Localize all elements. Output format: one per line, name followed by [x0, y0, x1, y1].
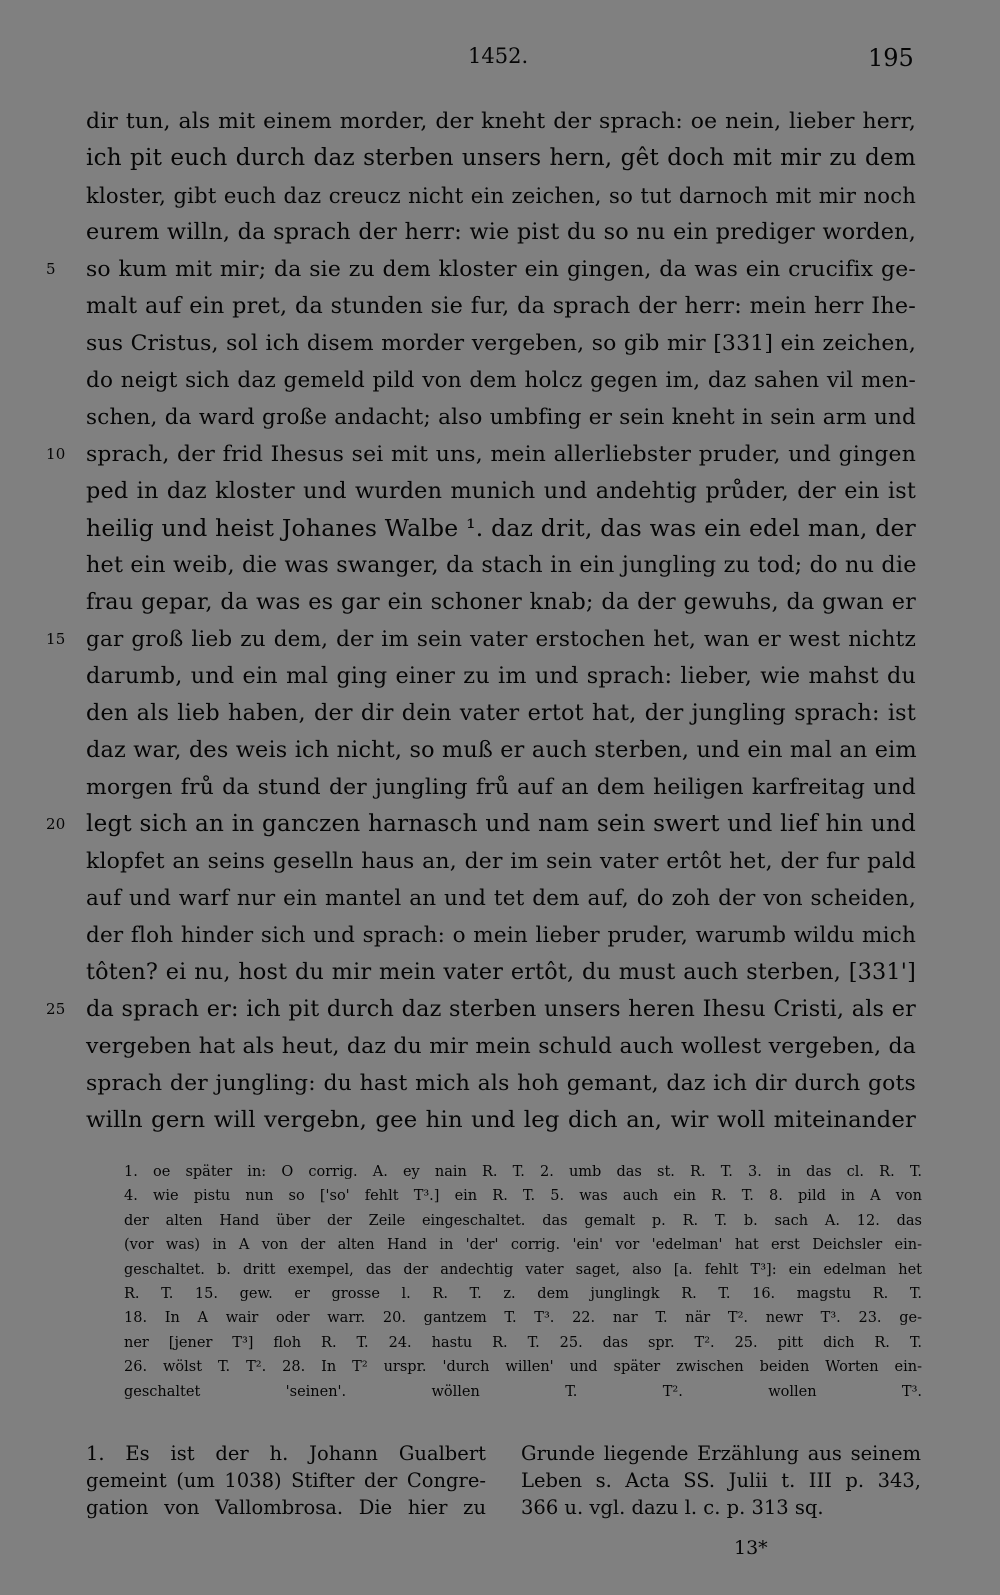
text-line: [86, 1102, 916, 1139]
text-line: [86, 103, 916, 140]
signature-mark: 13*: [734, 1537, 768, 1559]
text-line: [86, 547, 916, 584]
text-line: [86, 695, 916, 732]
line-text: kloster, gibt euch daz creucz nicht ein zeichen, so tut darnoch mit mir noch: [86, 183, 916, 208]
text-line: [46, 436, 916, 473]
line-text: tôten? ei nu, host du mir mein vater ertôt, du must auch sterben, [331']: [86, 959, 916, 985]
text-line: [86, 954, 916, 991]
line-text: do neigt sich daz gemeld pild von dem holcz gegen im, daz sahen vil men-: [86, 368, 916, 393]
footnote-line: 366 u. vgl. dazu l. c. p. 313 sq.: [521, 1496, 824, 1519]
text-line: [86, 880, 916, 917]
line-text: sus Cristus, sol ich disem morder vergeben, so gib mir [331] ein zeichen,: [86, 331, 916, 356]
text-line: [86, 362, 916, 399]
apparatus-line: 26. wölst T. T². 28. In T² urspr. 'durch willen' und später zwischen beiden Worten ein-: [124, 1359, 922, 1376]
line-text: malt auf ein pret, da stunden sie fur, da sprach der herr: mein herr Ihe-: [86, 293, 916, 319]
line-text: da sprach er: ich pit durch daz sterben unsers heren Ihesu Cristi, als er: [86, 996, 916, 1022]
line-number: 5: [46, 260, 56, 278]
text-line: [86, 399, 916, 436]
apparatus-line: 1. oe später in: O corrig. A. ey nain R. T. 2. umb das st. R. T. 3. in das cl. R. T.: [124, 1164, 922, 1180]
text-line: [86, 917, 916, 954]
footnote-line: Leben s. Acta SS. Julii t. III p. 343,: [521, 1469, 921, 1492]
line-text: ped in daz kloster und wurden munich und andehtig průder, der ein ist: [86, 478, 916, 504]
line-text: legt sich an in ganczen harnasch und nam sein swert und lief hin und: [86, 811, 916, 837]
line-text: den als lieb haben, der dir dein vater ertot hat, der jungling sprach: ist: [86, 700, 916, 726]
line-text: morgen frů da stund der jungling frů auf an dem heiligen karfreitag und: [86, 775, 916, 800]
line-text: darumb, und ein mal ging einer zu im und sprach: lieber, wie mahst du: [86, 663, 916, 689]
main-text: [46, 103, 917, 1139]
text-line: [86, 584, 916, 621]
text-line: [86, 658, 916, 695]
text-line: [86, 1065, 916, 1102]
line-text: ich pit euch durch daz sterben unsers hern, gêt doch mit mir zu dem: [86, 145, 916, 171]
line-number: 25: [46, 1000, 66, 1018]
line-text: heilig und heist Johanes Walbe ¹. daz drit, das was ein edel man, der: [86, 514, 916, 542]
line-text: der floh hinder sich und sprach: o mein lieber pruder, warumb wildu mich: [86, 923, 916, 948]
text-line: [86, 1028, 916, 1065]
footnote-line: gation von Vallombrosa. Die hier zu: [86, 1496, 486, 1519]
footnote-line: 1. Es ist der h. Johann Gualbert: [86, 1442, 486, 1465]
footnote-line: Grunde liegende Erzählung aus seinem: [521, 1442, 921, 1465]
line-text: klopfet an seins geselln haus an, der im sein vater ertôt het, der fur pald: [86, 849, 916, 874]
apparatus-line: ner [jener T³] floh R. T. 24. hastu R. T. 25. das spr. T². 25. pitt dich R. T.: [124, 1334, 922, 1351]
line-text: so kum mit mir; da sie zu dem kloster ein gingen, da was ein crucifix ge-: [86, 257, 916, 282]
line-text: dir tun, als mit einem morder, der kneht der sprach: oe nein, lieber herr,: [86, 109, 916, 134]
text-line: [86, 214, 916, 251]
line-text: het ein weib, die was swanger, da stach in ein jungling zu tod; do nu die: [86, 552, 917, 578]
text-line: [86, 769, 916, 806]
apparatus-line: der alten Hand über der Zeile eingeschaltet. das gemalt p. R. T. b. sach A. 12. das: [124, 1212, 922, 1229]
line-text: sprach, der frid Ihesus sei mit uns, mein allerliebster pruder, und gingen: [86, 442, 916, 467]
text-line: [46, 991, 916, 1028]
text-line: [86, 140, 916, 177]
apparatus-line: geschaltet. b. dritt exempel, das der andechtig vater saget, also [a. fehlt T³]: ein edelman het: [124, 1261, 922, 1278]
line-text: sprach der jungling: du hast mich als hoh gemant, daz ich dir durch gots: [86, 1071, 916, 1096]
text-line: [86, 843, 916, 880]
text-line: [86, 510, 916, 547]
footnote-left-column: [86, 1440, 486, 1521]
text-line: [46, 806, 916, 843]
footnote-line: gemeint (um 1038) Stifter der Congre-: [86, 1469, 486, 1492]
text-line: [86, 732, 916, 769]
page-number: 195: [868, 44, 914, 72]
line-number: 10: [46, 445, 66, 463]
running-header-year: 1452.: [468, 44, 529, 68]
line-text: daz war, des weis ich nicht, so muß er auch sterben, und ein mal an eim: [86, 737, 917, 763]
apparatus-line: geschaltet 'seinen'. wöllen T. T². wollen T³.: [124, 1383, 922, 1400]
line-number: 15: [46, 630, 66, 648]
apparatus-line: 18. In A wair oder warr. 20. gantzem T. T³. 22. nar T. när T². newr T³. 23. ge-: [124, 1310, 922, 1327]
text-line: [46, 251, 916, 288]
apparatus-line: (vor was) in A von der alten Hand in 'der' corrig. 'ein' vor 'edelman' hat erst Deichsler ein-: [124, 1237, 922, 1254]
text-line: [86, 288, 916, 325]
text-line: [86, 325, 916, 362]
text-line: [46, 621, 916, 658]
line-number: 20: [46, 815, 66, 833]
apparatus-line: R. T. 15. gew. er grosse l. R. T. z. dem junglingk R. T. 16. magstu R. T.: [124, 1285, 922, 1302]
line-text: vergeben hat als heut, daz du mir mein schuld auch wollest vergeben, da: [86, 1034, 916, 1059]
line-text: auf und warf nur ein mantel an und tet dem auf, do zoh der von scheiden,: [86, 886, 916, 911]
footnote-right-column: [521, 1440, 921, 1521]
line-text: willn gern will vergebn, gee hin und leg dich an, wir woll miteinander: [86, 1107, 916, 1133]
apparatus-line: 4. wie pistu nun so ['so' fehlt T³.] ein R. T. 5. was auch ein R. T. 8. pild in A von: [124, 1188, 922, 1205]
critical-apparatus: [124, 1160, 922, 1404]
line-text: frau gepar, da was es gar ein schoner knab; da der gewuhs, da gwan er: [86, 589, 916, 615]
text-line: [86, 473, 916, 510]
text-line: [86, 177, 916, 214]
line-text: gar groß lieb zu dem, der im sein vater erstochen het, wan er west nichtz: [86, 627, 916, 652]
line-text: eurem willn, da sprach der herr: wie pist du so nu ein prediger worden,: [86, 219, 916, 245]
line-text: schen, da ward große andacht; also umbfing er sein kneht in sein arm und: [86, 405, 916, 430]
